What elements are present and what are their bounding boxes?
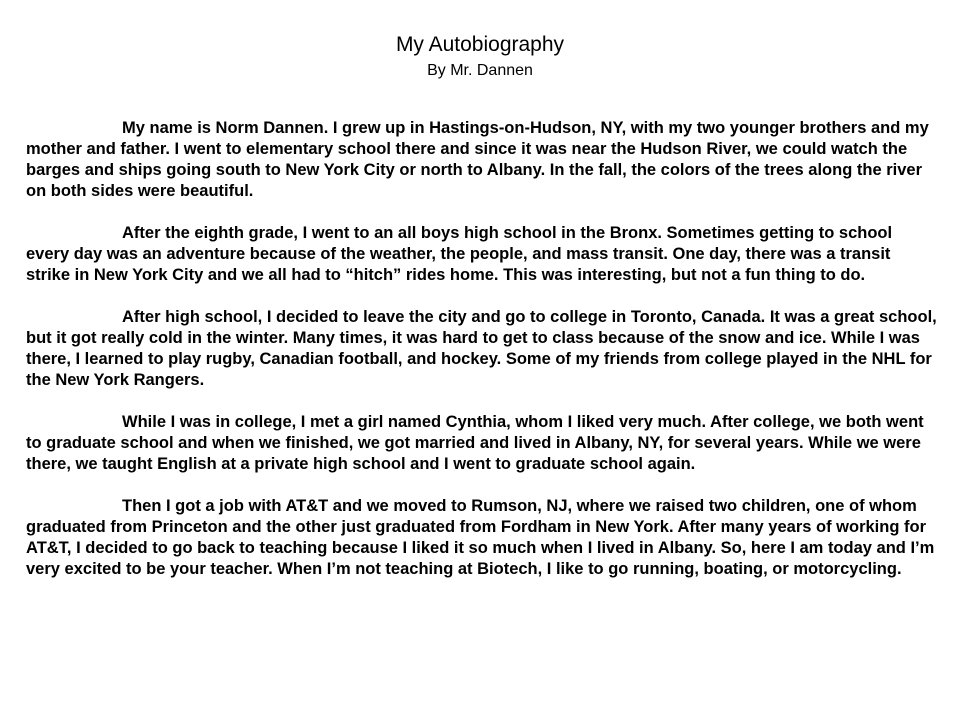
document-body [26,118,938,601]
paragraph-college: After high school, I decided to leave the city and go to college in Toronto, Canada. It was a great school, but it got really cold in the winter. Many times, it was hard to get to class because of the snow and ice. While I was there, I learned to play rugby, Canadian football, and hockey. Some of my friends from college played in the NHL for the New York Rangers. [26,308,937,389]
paragraph-graduate-school: While I was in college, I met a girl named Cynthia, whom I liked very much. After college, we both went to graduate school and when we finished, we got married and lived in Albany, NY, for several years. While we were there, we taught English at a private high school and I went to graduate school again. [26,413,924,473]
paragraph-childhood: My name is Norm Dannen. I grew up in Hastings-on-Hudson, NY, with my two younger brothers and my mother and father. I went to elementary school there and since it was near the Hudson River, we could watch the barges and ships going south to New York City or north to Albany. In the fall, the colors of the trees along the river on both sides were beautiful. [26,119,929,200]
paragraph-career: Then I got a job with AT&T and we moved to Rumson, NJ, where we raised two children, one of whom graduated from Princeton and the other just graduated from Fordham in New York. After many years of working for AT&T, I decided to go back to teaching because I liked it so much when I lived in Albany. So, here I am today and I’m very excited to be your teacher. When I’m not teaching at Biotech, I like to go running, boating, or motorcycling. [26,497,935,578]
document-title: My Autobiography [395,33,565,56]
document-byline: By Mr. Dannen [427,62,533,79]
paragraph-high-school: After the eighth grade, I went to an all boys high school in the Bronx. Sometimes getting to school every day was an adventure because of the weather, the people, and mass transit. One day, there was a transit strike in New York City and we all had to “hitch” rides home. This was interesting, but not a fun thing to do. [26,224,893,284]
